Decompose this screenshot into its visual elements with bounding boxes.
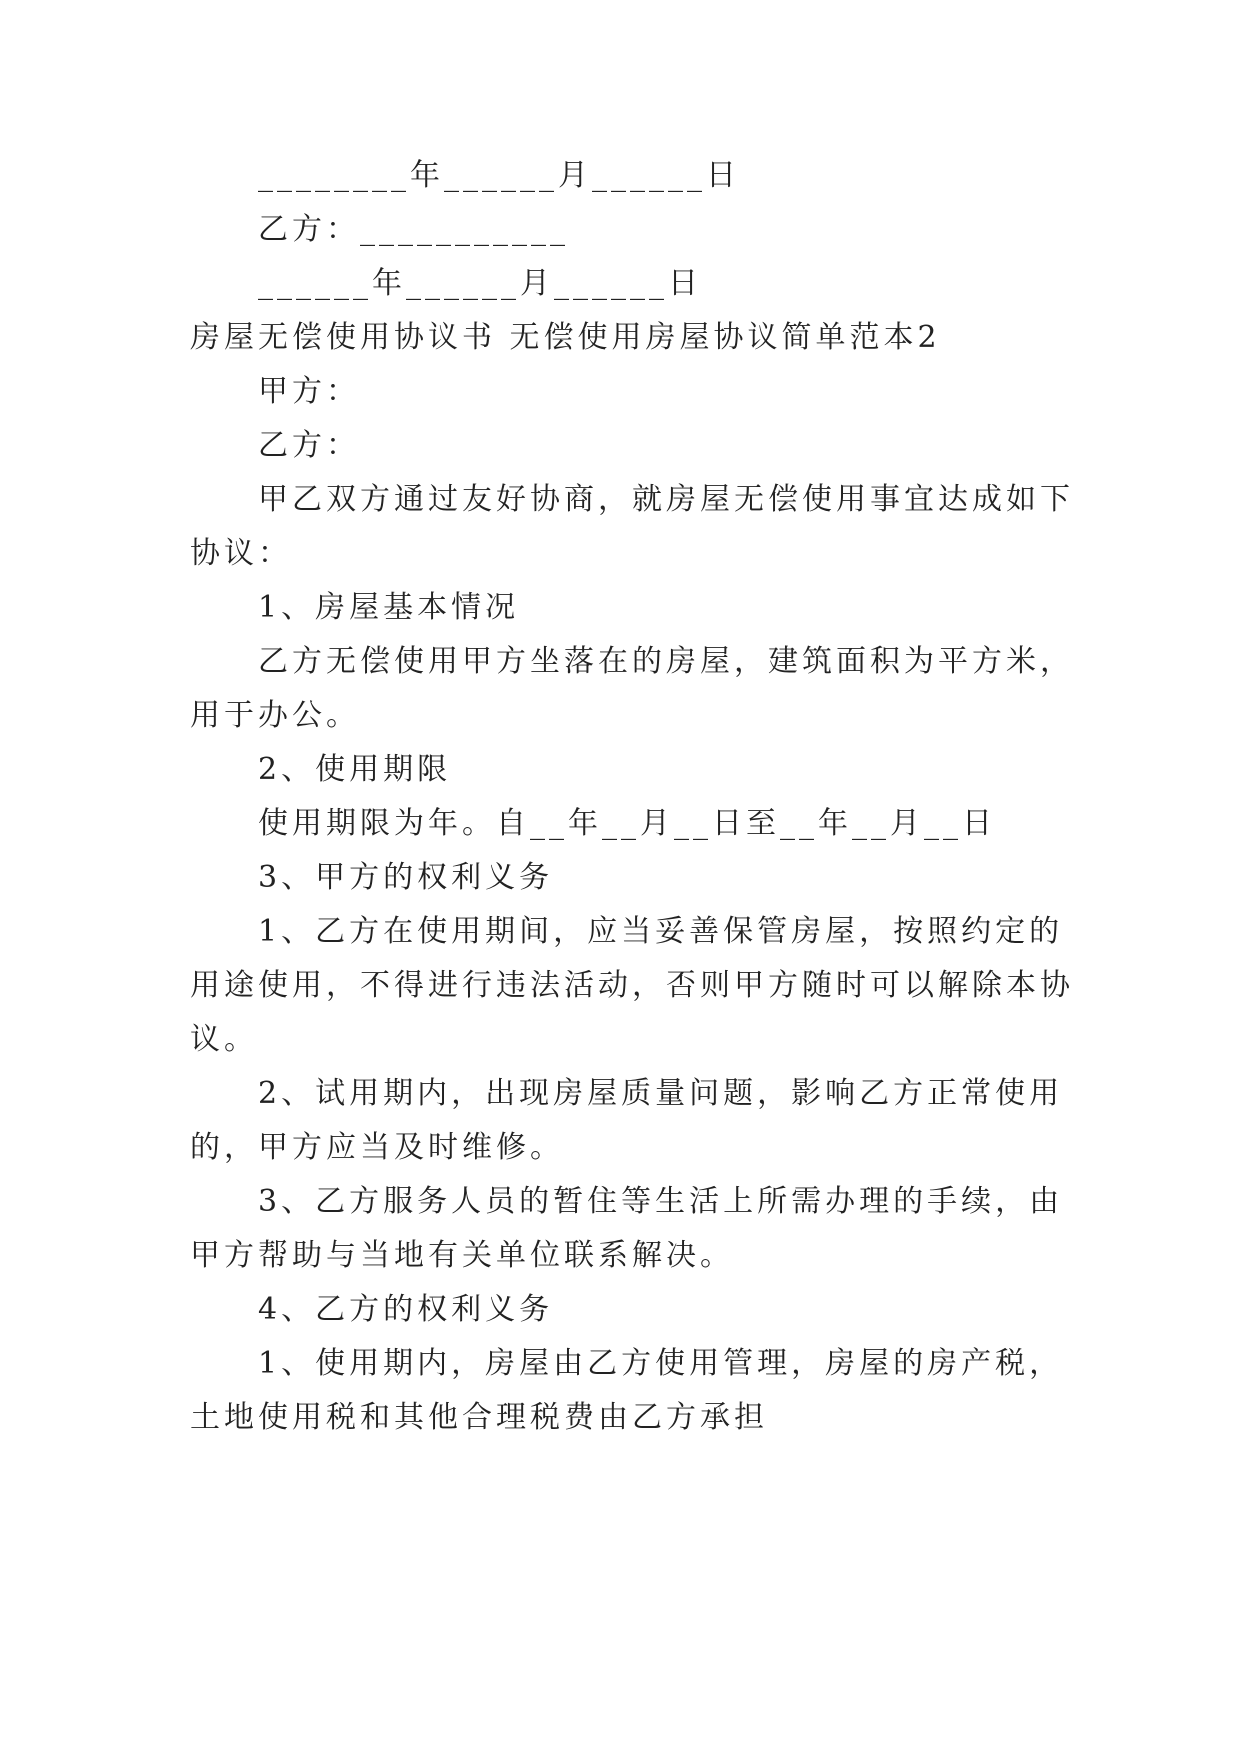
- paragraph-line: 1、使用期内，房屋由乙方使用管理，房屋的房产税，: [258, 1346, 1064, 1381]
- party-b-label: 乙方：: [258, 428, 360, 463]
- paragraph-line: 议。: [190, 1022, 258, 1057]
- paragraph-line: 甲方帮助与当地有关单位联系解决。: [190, 1238, 734, 1273]
- paragraph-line: 乙方无偿使用甲方坐落在的房屋，建筑面积为平方米，: [258, 644, 1074, 679]
- paragraph-line: 3、乙方服务人员的暂住等生活上所需办理的手续，由: [258, 1184, 1064, 1219]
- clause-heading: 2、使用期限: [258, 752, 452, 787]
- party-b-signature-line: 乙方：___________: [258, 212, 569, 247]
- paragraph-line: 用途使用，不得进行违法活动，否则甲方随时可以解除本协: [190, 968, 1074, 1003]
- date-line-party-a: ________年______月______日: [258, 158, 740, 193]
- section-title: 房屋无偿使用协议书 无偿使用房屋协议简单范本2: [190, 320, 941, 355]
- clause-heading: 1、房屋基本情况: [258, 590, 520, 625]
- clause-heading: 4、乙方的权利义务: [258, 1292, 554, 1327]
- paragraph-line: 协议：: [190, 536, 292, 571]
- paragraph-line: 2、试用期内，出现房屋质量问题，影响乙方正常使用: [258, 1076, 1064, 1111]
- date-line-party-b: ______年______月______日: [258, 266, 702, 301]
- paragraph-line: 使用期限为年。自__年__月__日至__年__月__日: [258, 806, 996, 841]
- party-a-label: 甲方：: [258, 374, 360, 409]
- paragraph-line: 的，甲方应当及时维修。: [190, 1130, 564, 1165]
- paragraph-line: 土地使用税和其他合理税费由乙方承担: [190, 1400, 768, 1435]
- paragraph-line: 甲乙双方通过友好协商，就房屋无偿使用事宜达成如下: [258, 482, 1074, 517]
- clause-heading: 3、甲方的权利义务: [258, 860, 554, 895]
- paragraph-line: 1、乙方在使用期间，应当妥善保管房屋，按照约定的: [258, 914, 1064, 949]
- paragraph-line: 用于办公。: [190, 698, 360, 733]
